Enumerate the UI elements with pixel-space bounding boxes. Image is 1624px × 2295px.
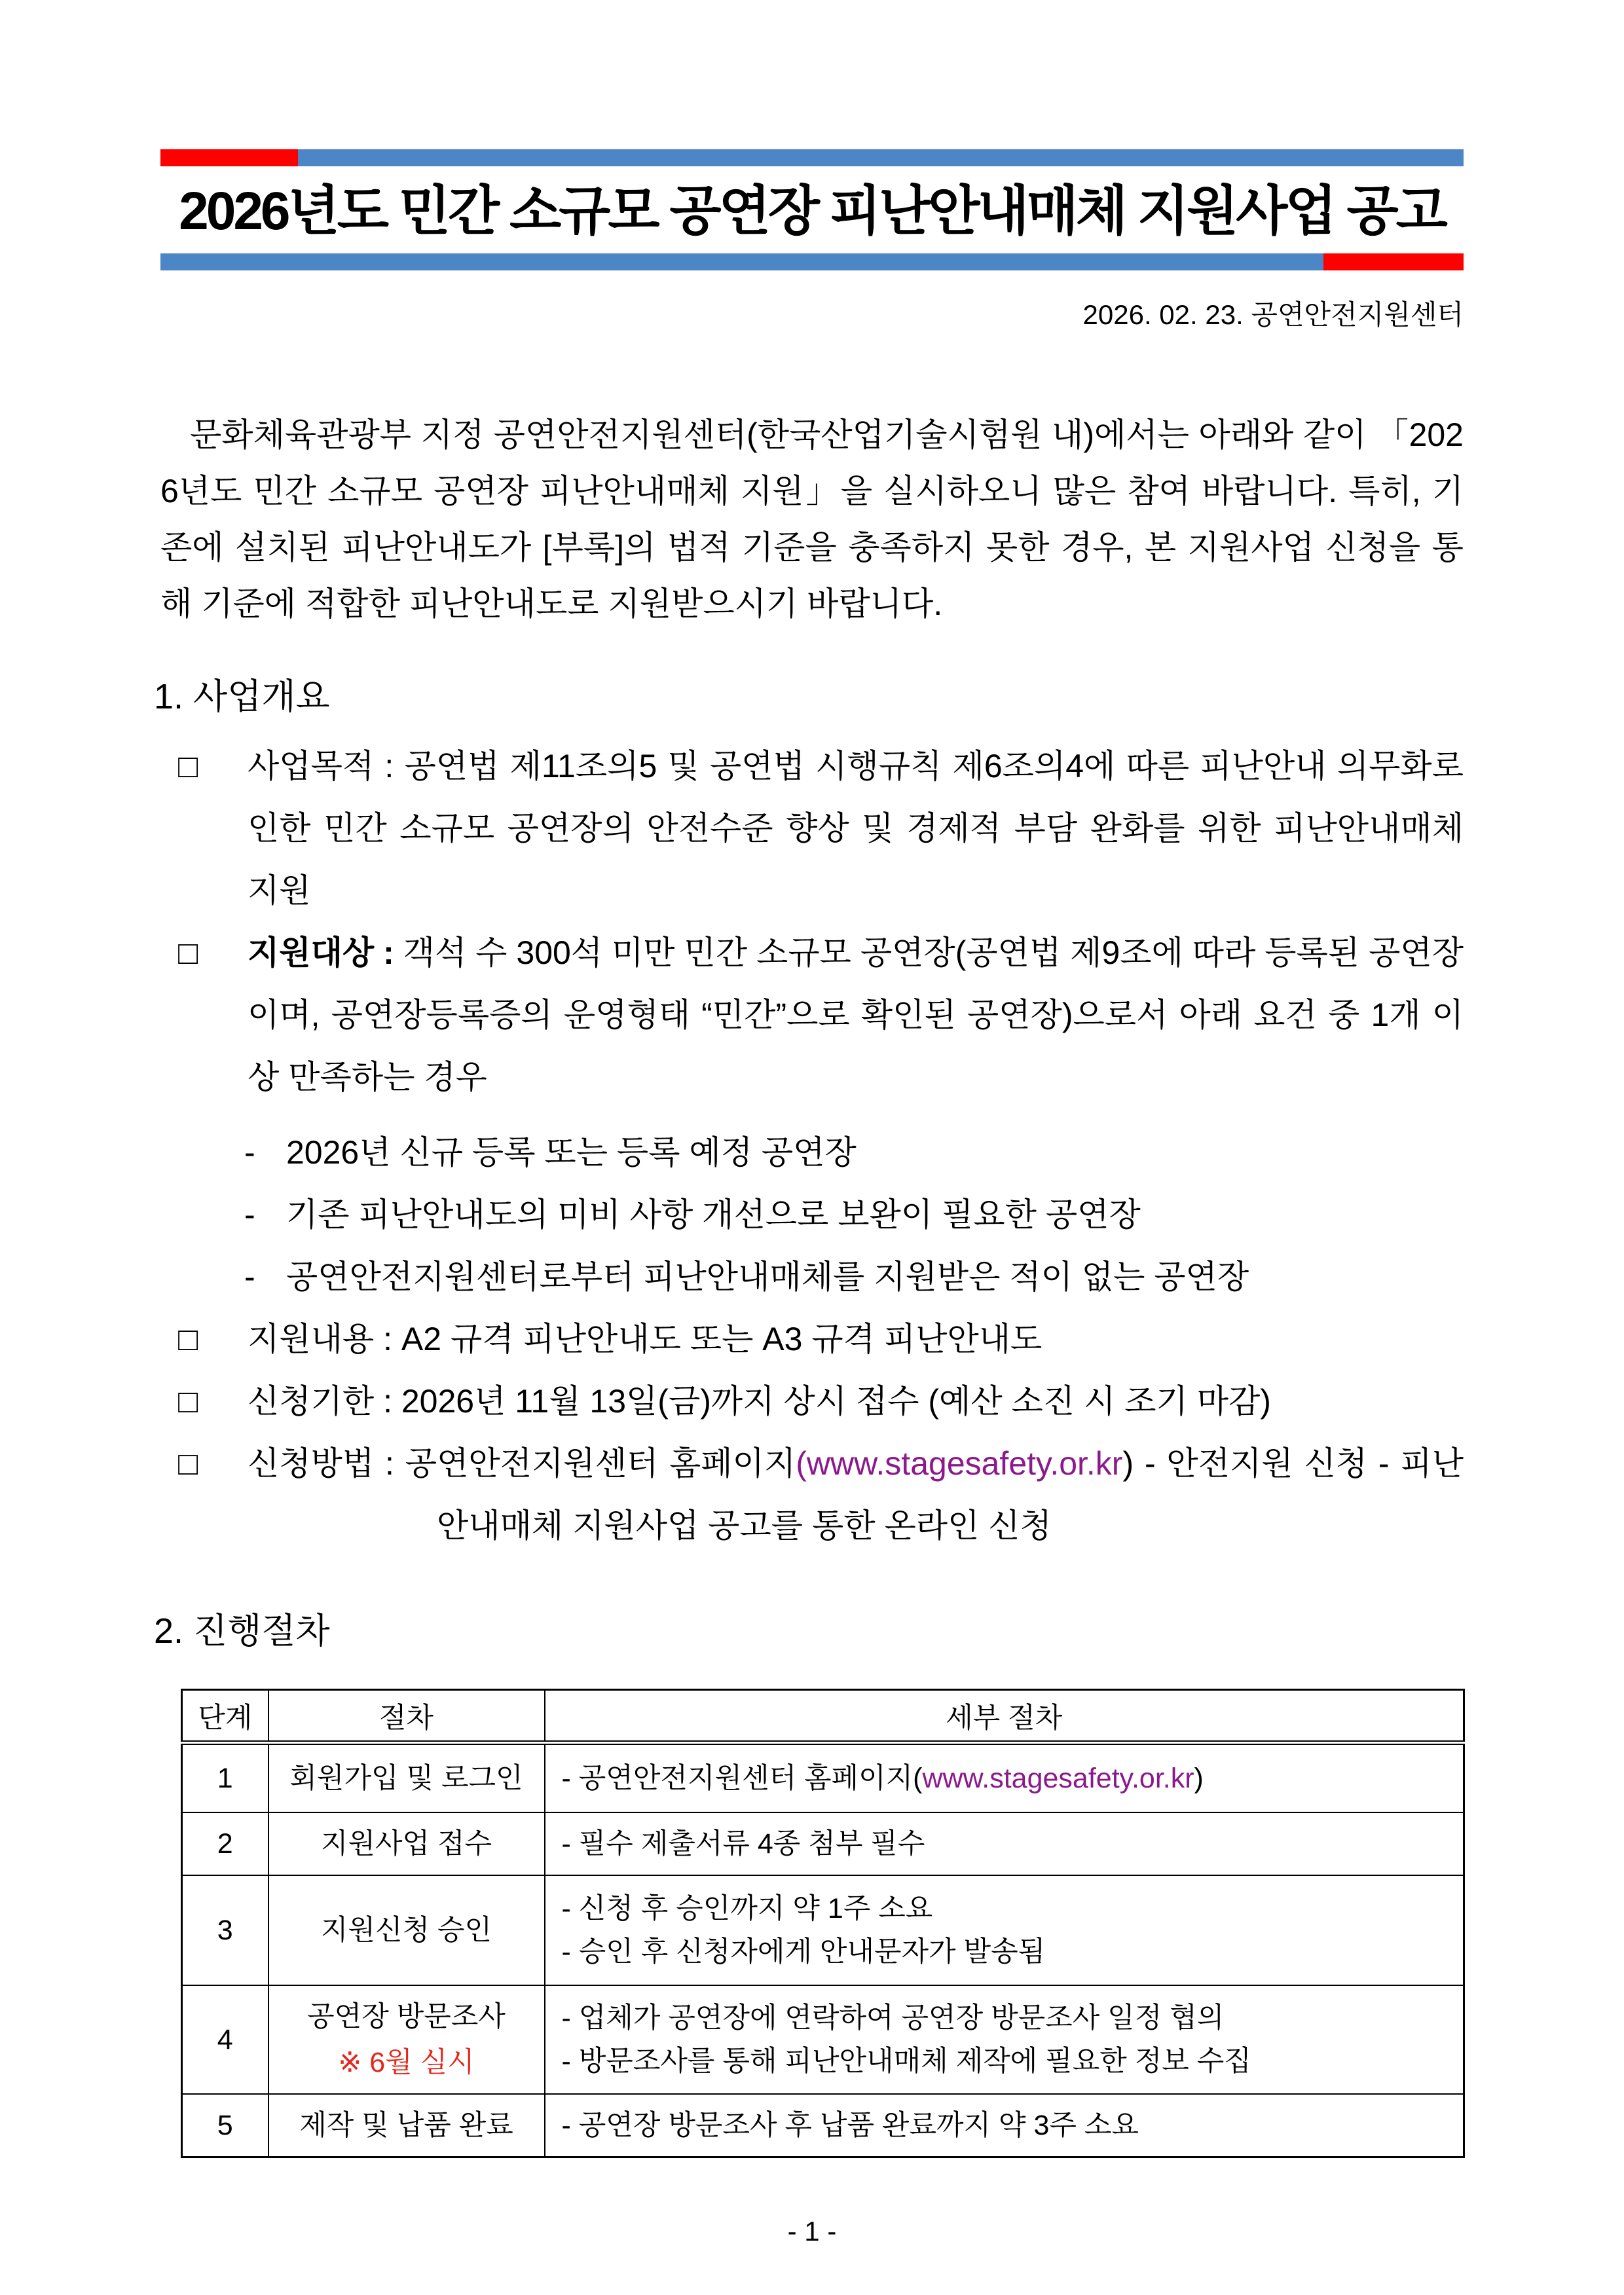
- title-bottom-bar: [160, 253, 1464, 270]
- section-procedure-heading: 2. 진행절차: [154, 1611, 330, 1651]
- detail-cell: - 공연안전지원센터 홈페이지(www.stagesafety.or.kr): [545, 1743, 1464, 1813]
- name-cell: 제작 및 납품 완료: [268, 2094, 545, 2157]
- overview-list: [160, 735, 1464, 1557]
- content-label: 지원내용 :: [248, 1321, 401, 1357]
- name-line: 공연장 방문조사: [307, 2001, 506, 2032]
- intro-paragraph: 문화체육관광부 지정 공연안전지원센터(한국산업기술시험원 내)에서는 아래와 같이 「2026년도 민간 소규모 공연장 피난안내매체 지원」을 실시하오니 많은 참여 바랍니다. 특히, 기존에 설치된 피난안내도가 [부록]의 법적 기준을 충족하지 못한 경우, 본 지원사업 신청을 통해 기준에 적합한 피난안내도로 지원받으시기 바랍니다.: [160, 416, 1464, 622]
- stagesafety-link[interactable]: (www.stagesafety.or.kr: [796, 1445, 1123, 1482]
- bullet-item-target: [178, 922, 1464, 1109]
- table-header-row: [182, 1690, 1464, 1743]
- detail-cell: [545, 1985, 1464, 2094]
- bottom-bar-red-segment: [1323, 253, 1464, 270]
- purpose-label: 사업목적 :: [248, 748, 405, 784]
- target-label: 지원대상 :: [248, 934, 403, 971]
- method-label: 신청방법 :: [248, 1445, 405, 1482]
- table-row: [182, 1812, 1464, 1875]
- stagesafety-link[interactable]: www.stagesafety.or.kr: [922, 1763, 1194, 1794]
- header-step: 단계: [182, 1690, 268, 1743]
- name-cell: [268, 1985, 545, 2094]
- table-row: [182, 1743, 1464, 1813]
- name-cell: 회원가입 및 로그인: [268, 1743, 545, 1813]
- step-cell: 4: [182, 1985, 268, 2094]
- top-bar-blue-segment: [298, 149, 1464, 166]
- detail-line: - 신청 후 승인까지 약 1주 소요: [561, 1893, 933, 1924]
- square-bullet-icon: □: [178, 1321, 198, 1357]
- table-row: [182, 1875, 1464, 1985]
- step-cell: 5: [182, 2094, 268, 2157]
- procedure-table: [181, 1689, 1465, 2158]
- square-bullet-icon: □: [178, 748, 198, 784]
- condition-item: [244, 1246, 1464, 1308]
- target-condition-list: [244, 1122, 1464, 1308]
- deadline-label: 신청기한 :: [248, 1383, 401, 1420]
- step-cell: 1: [182, 1743, 268, 1813]
- bottom-bar-blue-segment: [160, 253, 1323, 270]
- detail-cell: - 공연장 방문조사 후 납품 완료까지 약 3주 소요: [545, 2094, 1464, 2157]
- bullet-item-purpose: [178, 735, 1464, 922]
- header-detail: 세부 절차: [545, 1690, 1464, 1743]
- date-line: 2026. 02. 23. 공연안전지원센터: [1082, 299, 1464, 330]
- condition-text: 공연안전지원센터로부터 피난안내매체를 지원받은 적이 없는 공연장: [286, 1258, 1249, 1295]
- header-name: 절차: [268, 1690, 545, 1743]
- detail-cell: [545, 1875, 1464, 1985]
- page-content: [0, 149, 1624, 2247]
- table-row: [182, 2094, 1464, 2157]
- condition-text: 기존 피난안내도의 미비 사항 개선으로 보완이 필요한 공연장: [286, 1196, 1141, 1233]
- target-text: 객석 수 300석 미만 민간 소규모 공연장(공연법 제9조에 따라 등록된 공연장이며, 공연장등록증의 운영형태 “민간”으로 확인된 공연장)으로서 아래 요건 중 1개 이상 만족하는 경우: [248, 934, 1464, 1095]
- bullet-item-method: [178, 1433, 1464, 1557]
- name-cell: 지원사업 접수: [268, 1812, 545, 1875]
- square-bullet-icon: □: [178, 1445, 198, 1482]
- deadline-text: 2026년 11월 13일(금)까지 상시 접수 (예산 소진 시 조기 마감): [401, 1383, 1271, 1420]
- section-overview-heading: 1. 사업개요: [154, 677, 330, 716]
- visit-schedule-note: ※ 6월 실시: [338, 2047, 475, 2078]
- content-text: A2 규격 피난안내도 또는 A3 규격 피난안내도: [401, 1321, 1043, 1357]
- document-title: 2026년도 민간 소규모 공연장 피난안내매체 지원사업 공고: [179, 181, 1445, 241]
- dash-marker: -: [244, 1134, 255, 1171]
- dash-marker: -: [244, 1258, 255, 1295]
- square-bullet-icon: □: [178, 934, 198, 971]
- method-text-after: ) - 안전지원 신청 - 피난안내매체 지원사업 공고를 통한 온라인 신청: [437, 1445, 1464, 1544]
- detail-line: - 승인 후 신청자에게 안내문자가 발송됨: [561, 1936, 1046, 1968]
- title-top-bar: [160, 149, 1464, 166]
- method-text-before: 공연안전지원센터 홈페이지: [405, 1445, 796, 1482]
- page-number: - 1 -: [787, 2216, 837, 2247]
- name-cell: 지원신청 승인: [268, 1875, 545, 1985]
- bullet-item-deadline: [178, 1370, 1464, 1433]
- purpose-text: 공연법 제11조의5 및 공연법 시행규칙 제6조의4에 따른 피난안내 의무화로 인한 민간 소규모 공연장의 안전수준 향상 및 경제적 부담 완화를 위한 피난안내매체 지원: [248, 748, 1464, 909]
- condition-item: [244, 1122, 1464, 1184]
- square-bullet-icon: □: [178, 1383, 198, 1420]
- condition-item: [244, 1184, 1464, 1246]
- detail-line: - 업체가 공연장에 연락하여 공연장 방문조사 일정 협의: [561, 2002, 1225, 2034]
- detail-line: - 방문조사를 통해 피난안내매체 제작에 필요한 정보 수집: [561, 2046, 1251, 2077]
- condition-text: 2026년 신규 등록 또는 등록 예정 공연장: [286, 1134, 857, 1171]
- step-cell: 2: [182, 1812, 268, 1875]
- bullet-item-content: [178, 1308, 1464, 1370]
- dash-marker: -: [244, 1196, 255, 1233]
- step-cell: 3: [182, 1875, 268, 1985]
- detail-cell: - 필수 제출서류 4종 첨부 필수: [545, 1812, 1464, 1875]
- table-row: [182, 1985, 1464, 2094]
- top-bar-red-segment: [160, 149, 298, 166]
